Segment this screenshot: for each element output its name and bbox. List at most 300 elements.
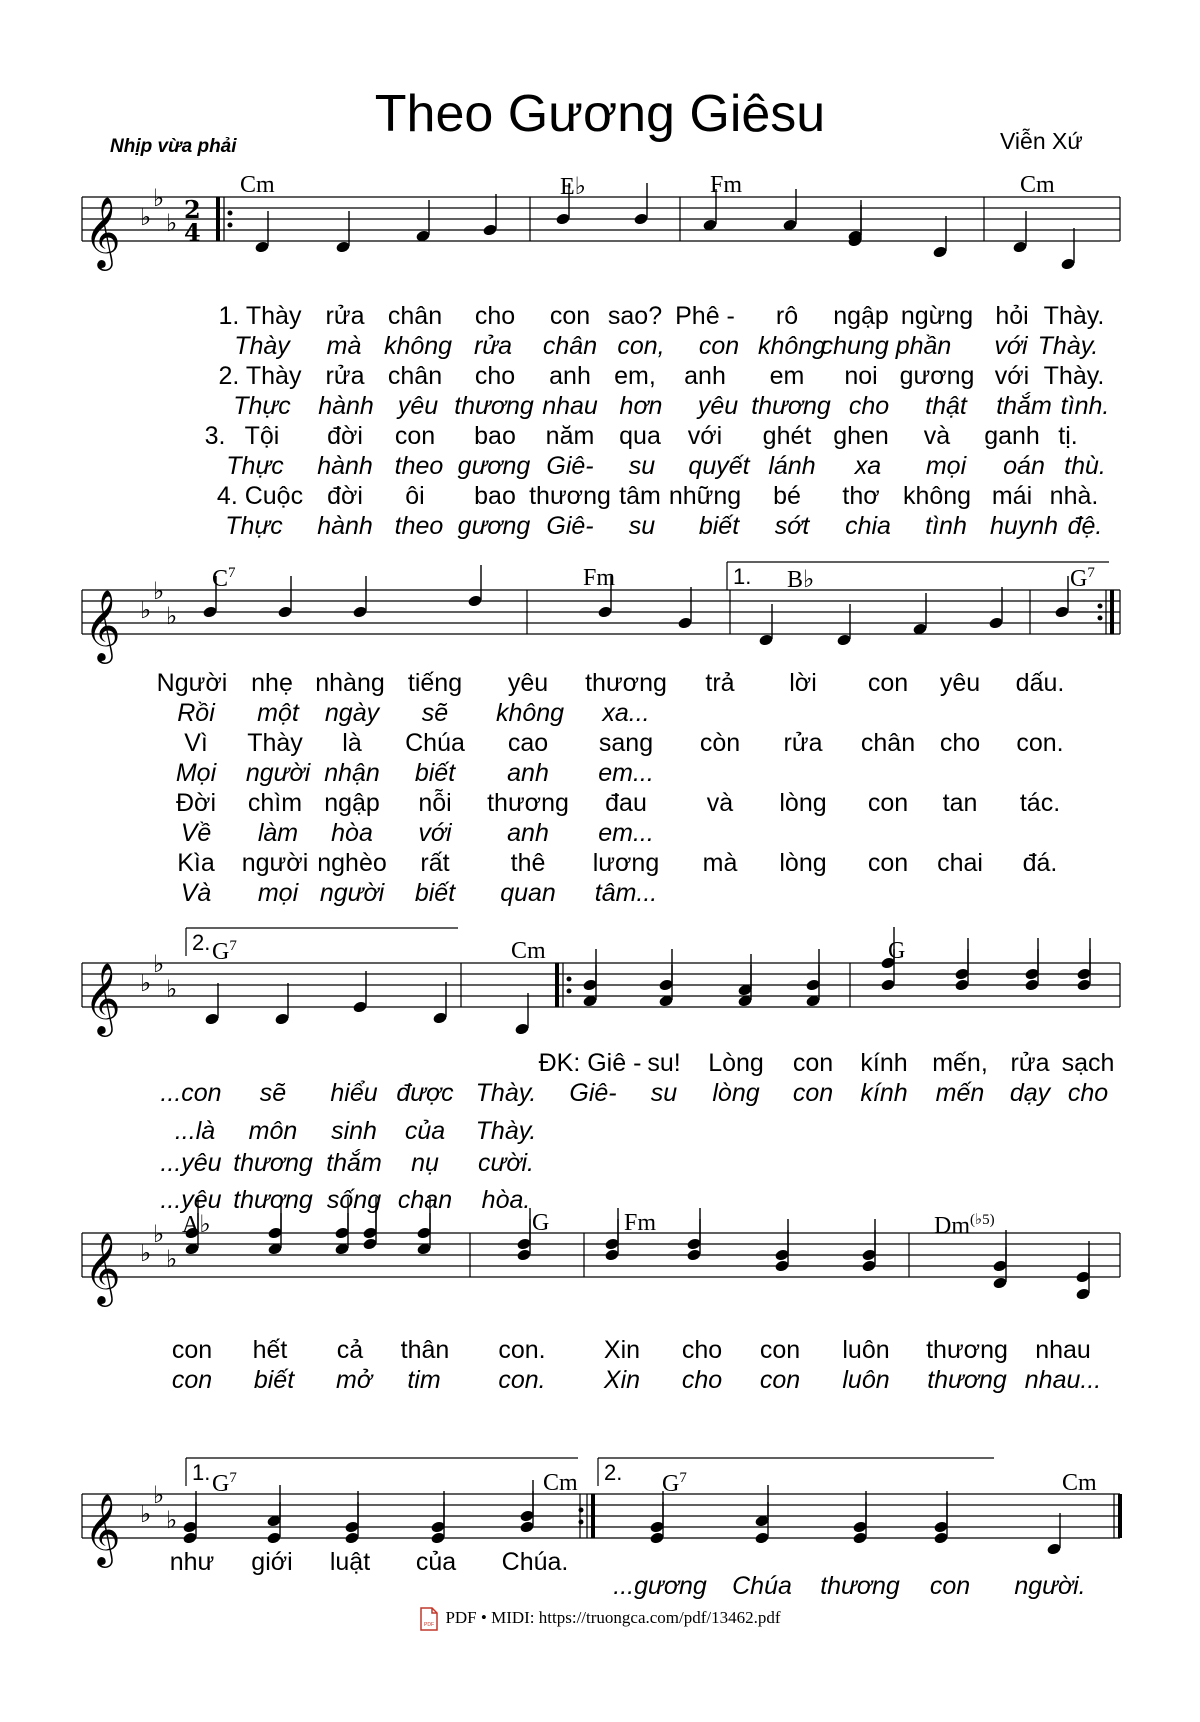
lyric-syllable: nụ	[411, 1149, 439, 1177]
lyric-syllable: chân	[387, 362, 443, 390]
lyric-syllable: nghèo	[317, 849, 387, 877]
lyric-syllable: với	[418, 819, 452, 847]
staff-system-3	[0, 923, 1200, 1063]
lyric-syllable: su	[650, 1079, 678, 1107]
chord-root: Fm	[583, 565, 616, 591]
lyric-syllable: Kìa	[177, 849, 215, 877]
chord-root: E♭	[560, 174, 586, 200]
chord-symbol	[212, 1470, 237, 1498]
lyric-syllable: Giê-	[569, 1079, 617, 1107]
lyric-syllable: ngừng	[900, 302, 974, 330]
lyric-syllable: hòa.	[481, 1186, 531, 1214]
lyric-syllable: tâm...	[594, 879, 658, 907]
chord-symbol	[212, 565, 236, 593]
lyric-syllable: sống	[326, 1186, 382, 1214]
lyric-syllable: bao	[474, 482, 516, 510]
lyric-syllable: tác.	[1019, 789, 1061, 817]
lyric-syllable: người	[241, 849, 309, 877]
lyric-syllable: thương	[926, 1336, 1008, 1364]
repeat-dot	[579, 1508, 584, 1513]
lyric-syllable: biết	[698, 512, 740, 540]
lyric-syllable: em,	[614, 362, 656, 390]
lyric-syllable: thù.	[1064, 452, 1106, 480]
chord-root: G	[662, 1471, 680, 1497]
chord-root: C	[212, 566, 229, 592]
lyric-syllable: yêu	[939, 669, 981, 697]
chord-root: Cm	[240, 172, 275, 198]
lyric-syllable: chân	[387, 302, 443, 330]
lyric-syllable: Thày.	[475, 1079, 537, 1107]
lyric-syllable: bé	[773, 482, 801, 510]
chord-symbol	[787, 565, 814, 594]
lyric-syllable: quan	[500, 879, 556, 907]
flat-icon: ♭	[166, 1245, 178, 1273]
lyric-syllable: mở	[336, 1366, 372, 1394]
lyric-syllable: Chúa	[732, 1572, 792, 1600]
chord-symbol	[1062, 1470, 1097, 1497]
lyric-syllable: tim	[407, 1366, 441, 1394]
lyric-syllable: rửa	[325, 362, 365, 390]
repeat-dot	[228, 223, 233, 228]
flat-icon: ♭	[140, 596, 152, 624]
treble-clef-icon: 𝄞	[84, 1231, 121, 1304]
lyric-syllable: kính	[860, 1049, 908, 1077]
lyric-syllable: mái	[991, 482, 1033, 510]
lyric-syllable: còn	[699, 729, 741, 757]
lyric-syllable: Rồi	[177, 699, 215, 727]
lyric-syllable: mọi	[257, 879, 299, 907]
lyric-syllable: Đời	[175, 789, 217, 817]
lyric-syllable: của	[404, 1117, 446, 1145]
lyric-syllable: những	[668, 482, 742, 510]
lyric-syllable: dạy	[1009, 1079, 1051, 1107]
lyric-syllable: cho	[939, 729, 981, 757]
repeat-dot	[228, 211, 233, 216]
flat-icon: ♭	[166, 602, 178, 630]
volta-number: 2.	[604, 1460, 623, 1485]
lyric-syllable: ...yêu	[160, 1186, 222, 1214]
lyric-syllable: mà	[702, 849, 738, 877]
lyric-syllable: hòa	[331, 819, 373, 847]
chord-symbol	[560, 172, 586, 201]
repeat-dot	[567, 989, 572, 994]
lyric-syllable: cho	[474, 362, 516, 390]
flat-icon: ♭	[166, 209, 178, 237]
lyric-syllable: ngập	[324, 789, 380, 817]
lyric-syllable: ganh	[984, 422, 1040, 450]
lyric-syllable: là	[342, 729, 362, 757]
lyric-syllable: lương	[592, 849, 660, 877]
lyric-syllable: rửa	[473, 332, 513, 360]
lyric-syllable: tình.	[1060, 392, 1110, 420]
lyric-syllable: thương	[927, 1366, 1007, 1394]
lyric-syllable: không	[757, 332, 827, 360]
lyric-syllable: Người	[156, 669, 228, 697]
lyric-syllable: ĐK: Giê -	[538, 1049, 642, 1077]
repeat-dot	[1098, 616, 1103, 621]
lyric-syllable: làm	[257, 819, 299, 847]
lyric-syllable: Tội	[244, 422, 280, 450]
lyric-syllable: yêu	[397, 392, 439, 420]
lyric-syllable: tan	[942, 789, 978, 817]
lyric-syllable: mến	[935, 1079, 985, 1107]
chord-root: G	[212, 939, 230, 965]
lyric-syllable: xa...	[602, 699, 650, 727]
lyric-syllable: thắm	[326, 1149, 382, 1177]
chord-symbol	[624, 1210, 656, 1237]
lyric-syllable: anh	[549, 362, 591, 390]
composer: Viễn Xứ	[1000, 128, 1083, 154]
lyric-syllable: rất	[420, 849, 450, 877]
lyric-syllable: chìm	[247, 789, 303, 817]
lyric-syllable: đệ.	[1067, 512, 1103, 540]
lyric-syllable: tiếng	[407, 669, 463, 697]
lyric-syllable: Thực	[226, 452, 284, 480]
time-signature-top: 2	[184, 195, 201, 224]
lyric-syllable: kính	[860, 1079, 908, 1107]
lyric-syllable: gương	[457, 512, 531, 540]
lyric-syllable: với	[994, 362, 1030, 390]
lyric-syllable: ...con	[160, 1079, 222, 1107]
lyric-syllable: 4. Cuộc	[216, 482, 304, 510]
lyric-syllable: anh	[684, 362, 726, 390]
chord-symbol	[543, 1470, 578, 1497]
chord-extension: (♭5)	[970, 1212, 995, 1228]
lyric-syllable: của	[415, 1548, 457, 1576]
treble-clef-icon: 𝄞	[84, 961, 121, 1034]
repeat-dot	[567, 977, 572, 982]
footer[interactable]	[0, 1607, 1200, 1631]
lyric-syllable: rửa	[783, 729, 823, 757]
lyric-syllable: yêu	[507, 669, 549, 697]
lyric-syllable: cho	[848, 392, 890, 420]
lyric-syllable: con	[171, 1336, 213, 1364]
lyric-syllable: su!	[647, 1049, 681, 1077]
lyric-syllable: hành	[317, 452, 373, 480]
lyric-syllable: oán	[1003, 452, 1045, 480]
chord-extension: 7	[228, 565, 236, 581]
flat-icon: ♭	[153, 950, 165, 978]
lyric-syllable: ...gương	[613, 1572, 707, 1600]
flat-icon: ♭	[140, 969, 152, 997]
treble-clef-icon: 𝄞	[84, 588, 121, 661]
lyric-syllable: ngày	[324, 699, 380, 727]
chord-symbol	[662, 1470, 687, 1498]
lyric-syllable: hành	[317, 512, 373, 540]
chord-symbol	[511, 938, 546, 965]
lyric-syllable: cười.	[478, 1149, 534, 1177]
lyric-syllable: em...	[598, 759, 654, 787]
volta-number: 1.	[733, 564, 752, 589]
pdf-icon	[419, 1607, 439, 1631]
lyric-syllable: không	[383, 332, 453, 360]
lyric-syllable: Chúa.	[501, 1548, 569, 1576]
chord-extension: 7	[229, 938, 237, 954]
lyric-syllable: hỏi	[995, 302, 1029, 330]
lyric-syllable: tình	[925, 512, 967, 540]
lyric-syllable: nhau	[1035, 1336, 1091, 1364]
lyric-syllable: bao	[474, 422, 516, 450]
lyric-syllable: su	[628, 512, 656, 540]
chord-root: Cm	[1020, 172, 1055, 198]
lyric-syllable: anh	[507, 759, 549, 787]
time-signature-bottom: 4	[184, 218, 201, 247]
lyric-syllable: theo	[394, 452, 444, 480]
lyric-syllable: sinh	[331, 1117, 377, 1145]
lyric-syllable: người	[245, 759, 311, 787]
lyric-syllable: thương	[233, 1186, 313, 1214]
lyric-syllable: đời	[327, 482, 363, 510]
lyric-syllable: Chúa	[405, 729, 465, 757]
lyric-syllable: con.	[498, 1336, 546, 1364]
lyric-syllable: con	[171, 1366, 213, 1394]
chord-root: B♭	[787, 567, 815, 593]
lyric-syllable: sao?	[607, 302, 663, 330]
lyric-syllable: chan	[397, 1186, 453, 1214]
lyric-syllable: em	[769, 362, 805, 390]
lyric-syllable: Phê -	[675, 302, 735, 330]
lyric-syllable: thơ	[842, 482, 880, 510]
lyric-syllable: gương	[899, 362, 975, 390]
lyric-syllable: Thày	[247, 729, 303, 757]
lyric-syllable: lòng	[779, 849, 827, 877]
lyric-syllable: qua	[619, 422, 661, 450]
chord-symbol	[240, 172, 275, 199]
lyric-syllable: nhận	[324, 759, 380, 787]
lyric-syllable: rửa	[1010, 1049, 1050, 1077]
chord-root: Cm	[511, 938, 546, 964]
lyric-syllable: thương	[529, 482, 611, 510]
repeat-dot	[579, 1520, 584, 1525]
lyric-syllable: Thày.	[1043, 302, 1105, 330]
chord-symbol	[583, 565, 615, 592]
lyric-syllable: Thày.	[475, 1117, 537, 1145]
lyric-syllable: chân	[542, 332, 598, 360]
lyric-syllable: chia	[845, 512, 891, 540]
lyric-syllable: Mọi	[175, 759, 217, 787]
chord-symbol	[212, 938, 237, 966]
lyric-syllable: nỗi	[418, 789, 452, 817]
lyric-syllable: luôn	[842, 1366, 890, 1394]
chord-symbol	[888, 938, 905, 965]
lyric-syllable: sang	[598, 729, 654, 757]
chord-root: G	[532, 1210, 550, 1236]
lyric-syllable: con	[759, 1336, 801, 1364]
lyric-syllable: đau	[605, 789, 647, 817]
lyric-syllable: chai	[937, 849, 983, 877]
chord-symbol	[182, 1210, 211, 1239]
lyric-syllable: mà	[326, 332, 362, 360]
lyric-syllable: tâm	[619, 482, 661, 510]
lyric-syllable: Về	[180, 819, 212, 847]
lyric-syllable: cao	[507, 729, 549, 757]
lyric-syllable: dấu.	[1015, 669, 1065, 697]
lyric-syllable: xa	[854, 452, 882, 480]
lyric-syllable: hành	[318, 392, 374, 420]
lyric-syllable: thắm	[996, 392, 1052, 420]
lyric-syllable: trả	[705, 669, 735, 697]
chord-root: Fm	[624, 1210, 657, 1236]
lyric-syllable: với	[687, 422, 723, 450]
lyric-syllable: chung phần	[820, 332, 952, 360]
lyric-syllable: thương	[751, 392, 831, 420]
repeat-dot	[1098, 604, 1103, 609]
chord-symbol	[710, 172, 742, 199]
lyric-syllable: Thày.	[1043, 362, 1105, 390]
lyric-syllable: ôi	[405, 482, 425, 510]
lyric-syllable: được	[396, 1079, 454, 1107]
lyric-syllable: sẽ	[259, 1079, 287, 1107]
lyric-syllable: nhàng	[315, 669, 385, 697]
lyric-syllable: em...	[598, 819, 654, 847]
tempo-marking: Nhịp vừa phải	[110, 136, 237, 157]
lyric-syllable: Và	[180, 879, 212, 907]
treble-clef-icon: 𝄞	[84, 1492, 121, 1565]
lyric-syllable: sẽ	[421, 699, 449, 727]
lyric-syllable: sớt	[774, 512, 810, 540]
lyric-syllable: năm	[545, 422, 595, 450]
lyric-syllable: môn	[248, 1117, 298, 1145]
lyric-syllable: và	[923, 422, 951, 450]
chord-extension: 7	[1087, 565, 1095, 581]
flat-icon: ♭	[153, 577, 165, 605]
lyric-syllable: ngập	[833, 302, 889, 330]
svg-text:PDF: PDF	[424, 1622, 435, 1628]
lyric-syllable: Vì	[184, 729, 208, 757]
lyric-syllable: lòng	[779, 789, 827, 817]
lyric-syllable: Giê-	[546, 512, 594, 540]
volta-number: 1.	[192, 1460, 211, 1485]
lyric-syllable: 2. Thày	[218, 362, 302, 390]
song-title: Theo Gương Giêsu	[374, 85, 826, 143]
lyric-syllable: cả	[336, 1336, 364, 1364]
lyric-syllable: con	[792, 1049, 834, 1077]
lyric-syllable: Xin	[603, 1336, 641, 1364]
lyric-syllable: con	[867, 789, 909, 817]
lyric-syllable: rô	[775, 302, 799, 330]
chord-root: Cm	[543, 1470, 578, 1496]
lyric-syllable: Giê-	[546, 452, 594, 480]
lyric-syllable: giới	[251, 1548, 293, 1576]
lyric-syllable: quyết	[688, 452, 750, 480]
lyric-syllable: con.	[498, 1366, 546, 1394]
lyric-syllable: anh	[507, 819, 549, 847]
flat-icon: ♭	[166, 1506, 178, 1534]
lyric-syllable: thương	[233, 1149, 313, 1177]
flat-icon: ♭	[166, 975, 178, 1003]
lyric-syllable: không	[495, 699, 565, 727]
lyric-syllable: con	[698, 332, 740, 360]
lyric-syllable: 3.	[204, 422, 226, 450]
lyric-syllable: lời	[789, 669, 817, 697]
footer-link[interactable]: PDF • MIDI: https://truongca.com/pdf/13462.pdf	[445, 1607, 781, 1627]
lyric-syllable: con	[759, 1366, 801, 1394]
lyric-syllable: lánh	[768, 452, 816, 480]
volta-number: 2.	[192, 930, 211, 955]
lyric-syllable: biết	[414, 759, 456, 787]
lyric-syllable: luôn	[842, 1336, 890, 1364]
treble-clef-icon: 𝄞	[84, 195, 121, 268]
lyric-syllable: con	[929, 1572, 971, 1600]
lyric-syllable: biết	[414, 879, 456, 907]
lyric-syllable: như	[169, 1548, 215, 1576]
lyric-syllable: biết	[253, 1366, 295, 1394]
lyric-syllable: nhau	[542, 392, 598, 420]
lyric-syllable: con,	[617, 332, 665, 360]
lyric-syllable: con	[867, 669, 909, 697]
lyric-syllable: con	[549, 302, 591, 330]
lyric-syllable: tị.	[1058, 422, 1078, 450]
lyric-syllable: thương	[487, 789, 569, 817]
lyric-syllable: con	[792, 1079, 834, 1107]
lyric-syllable: hết	[252, 1336, 288, 1364]
lyric-syllable: người.	[1014, 1572, 1086, 1600]
lyric-syllable: Lòng	[708, 1049, 764, 1077]
lyric-syllable: yêu	[697, 392, 739, 420]
lyric-syllable: theo	[394, 512, 444, 540]
chord-root: G	[212, 1471, 230, 1497]
lyric-syllable: nhẹ	[251, 669, 293, 697]
lyric-syllable: thê	[510, 849, 546, 877]
chord-extension: 7	[679, 1470, 687, 1486]
lyric-syllable: cho	[681, 1366, 723, 1394]
lyric-syllable: luật	[329, 1548, 371, 1576]
lyric-syllable: con	[394, 422, 436, 450]
flat-icon: ♭	[140, 203, 152, 231]
lyric-syllable: lòng	[712, 1079, 760, 1107]
chord-symbol	[532, 1210, 549, 1237]
lyric-syllable: ghét	[762, 422, 812, 450]
chord-root: A♭	[182, 1212, 211, 1238]
lyric-syllable: thương	[820, 1572, 900, 1600]
lyric-syllable: không	[902, 482, 972, 510]
chord-symbol	[1070, 565, 1095, 593]
lyric-syllable: rửa	[325, 302, 365, 330]
lyric-syllable: thương	[585, 669, 667, 697]
lyric-syllable: Thực	[233, 392, 291, 420]
lyric-syllable: con.	[1016, 729, 1064, 757]
lyric-syllable: con	[867, 849, 909, 877]
lyric-syllable: cho	[1067, 1079, 1109, 1107]
lyric-syllable: ghen	[833, 422, 889, 450]
flat-icon: ♭	[153, 1481, 165, 1509]
chord-symbol	[1020, 172, 1055, 199]
lyric-syllable: nhau...	[1024, 1366, 1102, 1394]
lyric-syllable: Thày.	[1037, 332, 1099, 360]
lyric-syllable: chân	[860, 729, 916, 757]
flat-icon: ♭	[153, 1220, 165, 1248]
lyric-syllable: mọi	[925, 452, 967, 480]
lyric-syllable: noi	[844, 362, 878, 390]
chord-symbol	[934, 1210, 995, 1240]
chord-extension: 7	[229, 1470, 237, 1486]
lyric-syllable: gương	[457, 452, 531, 480]
lyric-syllable: Xin	[603, 1366, 641, 1394]
lyric-syllable: nhà.	[1049, 482, 1099, 510]
lyric-syllable: hơn	[619, 392, 663, 420]
lyric-syllable: đời	[327, 422, 363, 450]
lyric-syllable: su	[628, 452, 656, 480]
lyric-syllable: mến,	[932, 1049, 988, 1077]
lyric-syllable: huynh	[989, 512, 1059, 540]
chord-root: Cm	[1062, 1470, 1097, 1496]
chord-root: Dm	[934, 1213, 970, 1239]
lyric-syllable: Thực	[225, 512, 283, 540]
lyric-syllable: thật	[925, 392, 967, 420]
flat-icon: ♭	[140, 1239, 152, 1267]
lyric-syllable: sạch	[1061, 1049, 1115, 1077]
lyric-syllable: ...yêu	[160, 1149, 222, 1177]
